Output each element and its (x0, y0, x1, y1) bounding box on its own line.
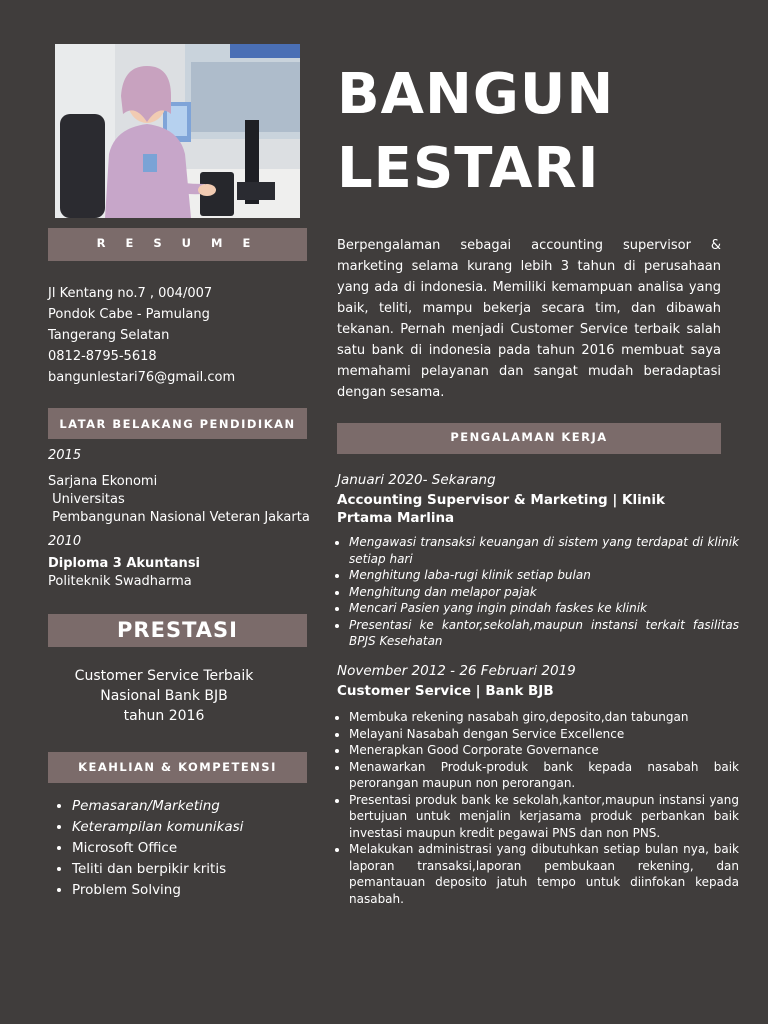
skills-list (56, 796, 243, 901)
skill-item: • Teliti dan berpikir kritis (72, 859, 243, 880)
education-degree: Diploma 3 Akuntansi (48, 556, 201, 571)
contact-info (48, 283, 235, 388)
duty-item: • Menghitung dan melapor pajak (349, 584, 739, 601)
job-period: Januari 2020- Sekarang (337, 472, 496, 488)
duty-item: • Mencari Pasien yang ingin pindah faskes ke klinik (349, 600, 739, 617)
duty-item: • Melakukan administrasi yang dibutuhkan setiap bulan nya, baik laporan transaksi,laporan pembukaan rekening, dan pemantauan deposito jatuh tempo untuk diinfokan kepada nasabah. (349, 841, 739, 907)
job-period: November 2012 - 26 Februari 2019 (337, 663, 576, 679)
education-degree: Sarjana Ekonomi (48, 474, 158, 489)
resume-heading: R E S U M E (48, 228, 307, 261)
contact-city: Tangerang Selatan (48, 328, 170, 343)
skill-item: • Pemasaran/Marketing (72, 796, 243, 817)
education-school: Universitas (48, 492, 125, 507)
contact-address-line-1: Jl Kentang no.7 , 004/007 (48, 286, 213, 301)
education-list (48, 447, 328, 591)
education-school: Politeknik Swadharma (48, 574, 192, 589)
duty-item: • Mengawasi transaksi keuangan di sistem yang terdapat di klinik setiap hari (349, 534, 739, 567)
achievement-line-2: Nasional Bank BJB (100, 688, 228, 704)
duty-item: • Presentasi produk bank ke sekolah,kantor,maupun instansi yang bertujuan untuk menjalin kerjasama produk perbankan baik investasi maupun kredit pegawai PNS dan non PNS. (349, 792, 739, 842)
profile-photo (55, 44, 300, 218)
job-duties (331, 709, 739, 907)
duty-item: • Membuka rekening nasabah giro,deposito,dan tabungan (349, 709, 739, 726)
achievement-line-1: Customer Service Terbaik (74, 668, 254, 684)
skill-item: • Microsoft Office (72, 838, 243, 859)
achievements-heading: PRESTASI (48, 614, 307, 647)
contact-address-line-2: Pondok Cabe - Pamulang (48, 307, 210, 322)
job-title: Accounting Supervisor & Marketing | Klinik Prtama Marlina (337, 492, 665, 526)
skills-heading: KEAHLIAN & KOMPETENSI (48, 752, 307, 783)
achievement-line-3: tahun 2016 (123, 708, 205, 724)
experience-heading: PENGALAMAN KERJA (337, 423, 721, 454)
education-year: 2010 (48, 534, 82, 549)
job-duties (331, 534, 739, 650)
duty-item: • Melayani Nasabah dengan Service Excellence (349, 726, 739, 743)
education-heading: LATAR BELAKANG PENDIDIKAN (48, 408, 307, 439)
education-year: 2015 (48, 448, 82, 463)
skill-item: • Problem Solving (72, 880, 243, 901)
candidate-name (337, 58, 614, 206)
duty-item: • Menerapkan Good Corporate Governance (349, 742, 739, 759)
job-title: Customer Service | Bank BJB (337, 683, 554, 699)
education-school: Pembangunan Nasional Veteran Jakarta (48, 510, 310, 525)
duty-item: • Presentasi ke kantor,sekolah,maupun instansi terkait fasilitas BPJS Kesehatan (349, 617, 739, 650)
skill-item: • Keterampilan komunikasi (72, 817, 243, 838)
profile-summary: Berpengalaman sebagai accounting supervisor & marketing selama kurang lebih 3 tahun di perusahaan yang ada di indonesia. Memiliki kemampuan analisa yang baik, teliti, mampu bekerja secara tim, dan dibawah tekanan. Pernah menjadi Customer Service terbaik salah satu bank di indonesia pada tahun 2016 membuat saya memahami pelayanan dan sangat mudah beradaptasi dengan sesama. (337, 238, 721, 400)
contact-phone: 0812-8795-5618 (48, 349, 157, 364)
name-line-1: BANGUN (337, 62, 615, 127)
contact-email: bangunlestari76@gmail.com (48, 370, 236, 385)
duty-item: • Menghitung laba-rugi klinik setiap bulan (349, 567, 739, 584)
achievement-item (48, 666, 280, 726)
duty-item: • Menawarkan Produk-produk bank kepada nasabah baik perorangan maupun non perorangan. (349, 759, 739, 792)
name-line-2: LESTARI (337, 136, 600, 201)
